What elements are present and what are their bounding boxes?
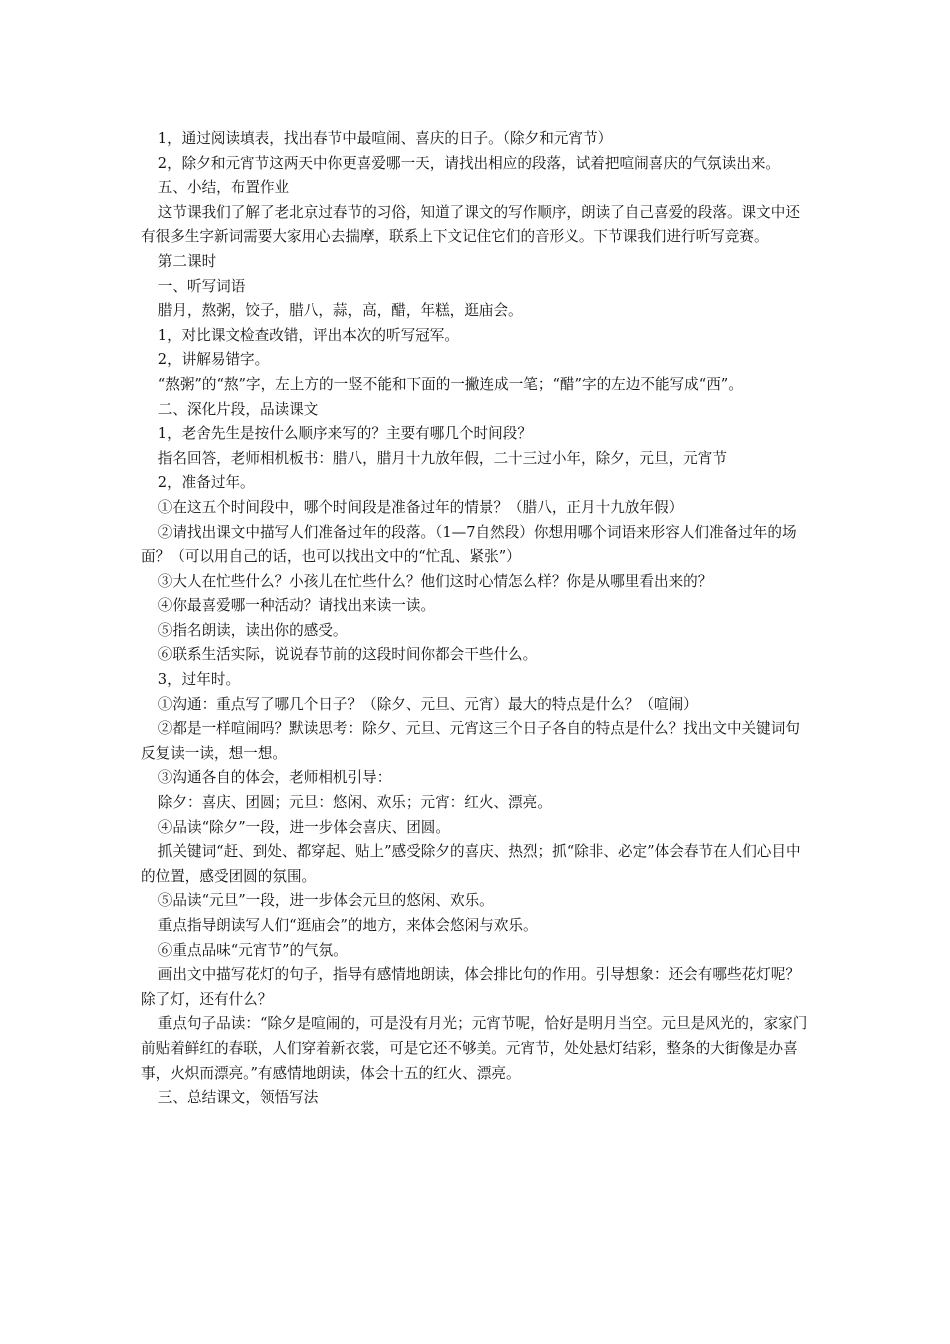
paragraph: ④你最喜爱哪一种活动？请找出来读一读。 — [157, 597, 436, 615]
paragraph: ①在这五个时间段中，哪个时间段是准备过年的情景？（腊八，正月十九放年假） — [157, 498, 684, 516]
paragraph: 这节课我们了解了老北京过春节的习俗，知道了课文的写作顺序，朗读了自己喜爱的段落。课文中还有很多生字新词需要大家用心去揣摩，联系上下文记住它们的音形义。下节课我们进行听写竞赛。 — [141, 203, 800, 246]
paragraph: 重点指导朗读写人们“逛庙会”的地方，来体会悠闲与欢乐。 — [157, 917, 538, 934]
paragraph: ②请找出课文中描写人们准备过年的段落。（1—7自然段）你想用哪个词语来形容人们准备过年的场面？（可以用自己的话，也可以找出文中的“忙乱、紧张”） — [141, 523, 797, 566]
paragraph: 腊月，熬粥，饺子，腊八，蒜，高，醋，年糕，逛庙会。 — [157, 302, 523, 320]
section-heading: 一、听写词语 — [157, 277, 246, 295]
paragraph: “熬粥”的“熬”字，左上方的一竖不能和下面的一撇连成一笔；“醋”字的左边不能写成“西”。 — [157, 375, 743, 393]
paragraph: 画出文中描写花灯的句子，指导有感情地朗读，体会排比句的作用。引导想象：还会有哪些花灯呢？除了灯，还有什么？ — [141, 966, 800, 1008]
paragraph: ③大人在忙些什么？小孩儿在忙些什么？他们这时心情怎么样？你是从哪里看出来的？ — [157, 572, 713, 590]
paragraph: 除夕：喜庆、团圆；元旦：悠闲、欢乐；元宵：红火、漂亮。 — [157, 794, 552, 812]
section-heading: 五、小结，布置作业 — [157, 179, 290, 197]
paragraph: ③沟通各自的体会，老师相机引导： — [157, 769, 392, 787]
lesson-heading: 第二课时 — [157, 252, 217, 270]
paragraph: ⑥联系生活实际，说说春节前的这段时间你都会干些什么。 — [157, 646, 538, 664]
section-heading: 二、深化片段，品读课文 — [157, 400, 319, 418]
paragraph: 1，老舍先生是按什么顺序来写的？主要有哪几个时间段？ — [157, 425, 532, 443]
paragraph: 2，讲解易错字。 — [157, 351, 270, 369]
paragraph: ⑤品读“元旦”一段，进一步体会元旦的悠闲、欢乐。 — [157, 892, 494, 910]
paragraph: 2，除夕和元宵节这两天中你更喜爱哪一天，请找出相应的段落，试着把喧闹喜庆的气氛读出来。 — [157, 154, 781, 172]
section-heading: 三、总结课文，领悟写法 — [157, 1089, 319, 1107]
paragraph: 1，对比课文检查改错，评出本次的听写冠军。 — [157, 326, 459, 344]
paragraph: 1，通过阅读填表，找出春节中最喧闹、喜庆的日子。（除夕和元宵节） — [157, 130, 613, 147]
paragraph: 重点句子品读：“除夕是喧闹的，可是没有月光；元宵节呢，恰好是明月当空。元旦是风光的，家家门前贴着鲜红的春联，人们穿着新衣裳，可是它还不够美。元宵节，处处悬灯结彩，整条的大街像是办喜事，火炽而漂亮。”有感情地朗读，体会十五的红火、漂亮。 — [141, 1015, 808, 1082]
paragraph: 3，过年时。 — [157, 671, 241, 689]
paragraph: 指名回答，老师相机板书：腊八，腊月十九放年假，二十三过小年，除夕，元旦，元宵节 — [157, 449, 727, 467]
paragraph: 2，准备过年。 — [157, 474, 255, 492]
paragraph: ②都是一样喧闹吗？默读思考：除夕、元旦、元宵这三个日子各自的特点是什么？找出文中关键词句反复读一读，想一想。 — [141, 720, 800, 762]
document-body — [141, 127, 813, 1111]
paragraph: ④品读“除夕”一段，进一步体会喜庆、团圆。 — [157, 818, 450, 836]
paragraph: ①沟通：重点写了哪几个日子？（除夕、元旦、元宵）最大的特点是什么？（喧闹） — [157, 695, 698, 713]
paragraph: ⑤指名朗读，读出你的感受。 — [157, 621, 348, 639]
paragraph: ⑥重点品味“元宵节”的气氛。 — [157, 941, 348, 959]
paragraph: 抓关键词“赶、到处、都穿起、贴上”感受除夕的喜庆、热烈；抓“除非、必定”体会春节在人们心目中的位置，感受团圆的氛围。 — [141, 843, 801, 885]
